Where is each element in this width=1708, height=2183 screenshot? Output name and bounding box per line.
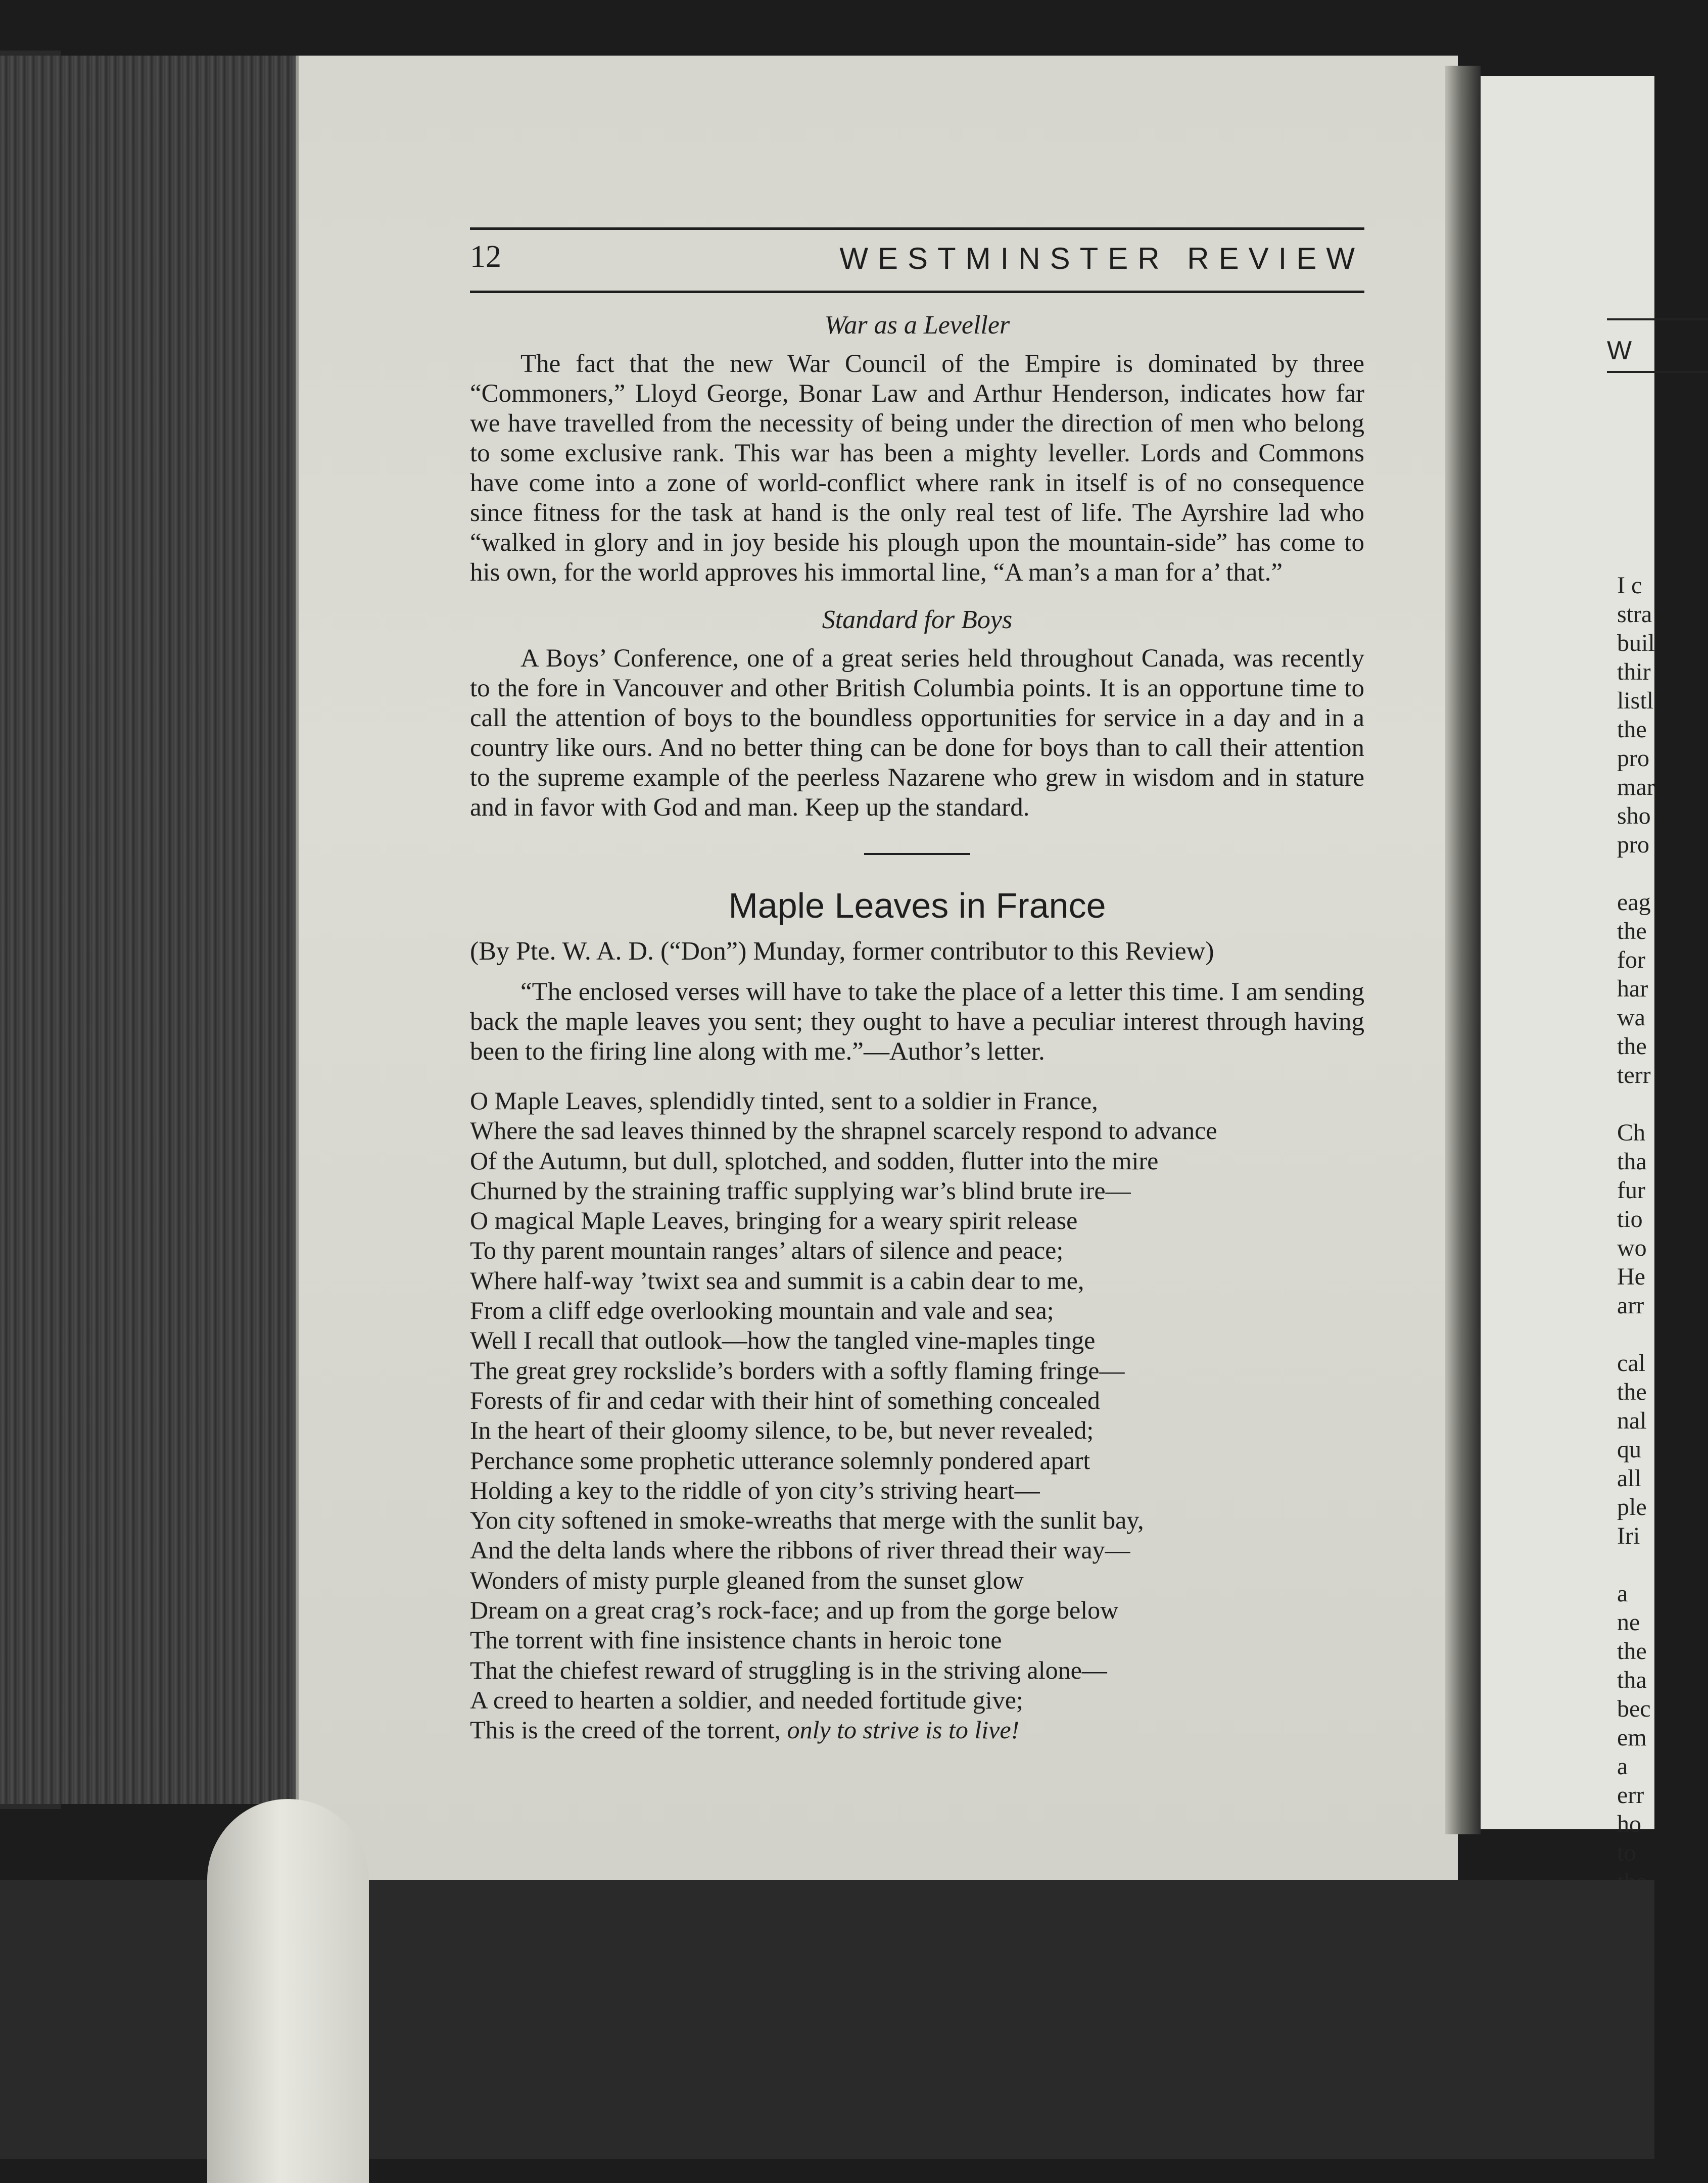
right-page-fragment: the [1617,716,1647,743]
poem [470,1086,1364,1745]
right-page-fragment: a [1617,1753,1628,1780]
page-content [470,217,1364,1849]
poem-line: Forests of fir and cedar with their hint of something concealed [470,1386,1100,1414]
poem-line: To thy parent mountain ranges’ altars of silence and peace; [470,1236,1064,1265]
running-head [470,227,1364,293]
right-page-paragraph-gap [1617,859,1655,888]
right-page-fragment: Iri [1617,1523,1640,1549]
spine-gutter [1445,66,1481,1834]
poem-line: The torrent with fine insistence chants in heroic tone [470,1626,1002,1654]
right-page-fragment: the [1617,1379,1647,1405]
right-page-fragment: pro [1617,745,1649,772]
page-number: 12 [470,240,501,274]
page-edges [0,56,296,1804]
right-page-fragment: ho [1617,1811,1641,1837]
right-page-fragment: buil [1617,630,1655,656]
right-page-fragment: cal [1617,1350,1645,1377]
right-page-fragment: all [1617,1465,1641,1492]
poem-line: Churned by the straining traffic supplying war’s blind brute ire— [470,1176,1131,1205]
section-title-standard-for-boys: Standard for Boys [822,605,1013,634]
right-page-fragment: tio [1617,1206,1643,1232]
article-byline: (By Pte. W. A. D. (“Don”) Munday, former contributor to this Review) [470,937,1214,966]
right-page-fragment: arr [1617,1292,1644,1319]
right-page-paragraph-gap [1617,1089,1655,1118]
section-paragraph-war-as-a-leveller: The fact that the new War Council of the Empire is dominated by three “Commoners,” Lloyd George, Bonar Law and Arthur Henderson, indicates how far we have travelled from the necessity of being under the direction of men who belong to some exclusive rank. This war has been a mighty leveller. Lords and Commons have come into a zone of world-conflict where rank in itself is of no consequence since fitness for the task at hand is the only real test of life. The Ayrshire lad who “walked in glory and in joy beside his plough upon the mountain-side” has come to his own, for the world approves his immortal line, “A man’s a man for a’ that.” [470,350,1364,587]
section-title-war-as-a-leveller: War as a Leveller [824,311,1010,340]
poem-line: And the delta lands where the ribbons of river thread their way— [470,1536,1130,1564]
right-page-fragment: ne [1617,1609,1640,1636]
poem-line: Where the sad leaves thinned by the shrapnel scarcely respond to advance [470,1116,1217,1145]
right-page-running-head: W [1607,318,1708,373]
right-page-fragment: mar [1617,774,1655,800]
right-page-fragment: har [1617,975,1648,1002]
right-page-fragment: terr [1617,1062,1651,1088]
right-page-fragment: Ch [1617,1119,1646,1146]
poem-line: The great grey rockslide’s borders with a softly flaming fringe— [470,1356,1125,1385]
poem-line: O Maple Leaves, splendidly tinted, sent to a soldier in France, [470,1086,1098,1115]
poem-line: Wonders of misty purple gleaned from the sunset glow [470,1565,1024,1594]
bookmark-tab [207,1799,369,2183]
poem-line: In the heart of their gloomy silence, to be, but never revealed; [470,1416,1094,1445]
poem-line: A creed to hearten a soldier, and needed fortitude give; [470,1685,1023,1714]
right-page-fragment: listl [1617,687,1654,714]
poem-line: Dream on a great crag’s rock-face; and up from the gorge below [470,1596,1119,1625]
right-page-fragment: for [1617,946,1645,973]
right-page-fragment: qu [1617,1436,1641,1463]
poem-line: Well I recall that outlook—how the tangled vine-maples tinge [470,1326,1096,1355]
author-letter: “The enclosed verses will have to take the place of a letter this time. I am sending back the maple leaves you sent; they ought to have a peculiar interest through having been to the firing line along with me.”—Author’s letter. [470,978,1364,1066]
right-page-fragment: thir [1617,658,1651,685]
right-page-fragment: He [1617,1263,1645,1290]
right-page-fragment: I c [1617,572,1642,599]
poem-line: Yon city softened in smoke-wreaths that merge with the sunlit bay, [470,1506,1144,1535]
poem-line: Of the Autumn, but dull, splotched, and sodden, flutter into the mire [470,1146,1159,1175]
journal-title: WESTMINSTER REVIEW [839,242,1364,275]
right-page-fragment: err [1617,1782,1644,1809]
right-page-fragment: the [1617,1033,1647,1060]
poem-last-line-start: This is the creed of the torrent, [470,1716,787,1744]
right-page-paragraph-gap [1617,1320,1655,1349]
right-page [1481,76,1655,1866]
poem-line: Holding a key to the riddle of yon city’s striving heart— [470,1476,1040,1504]
section-divider [864,853,970,855]
right-page-text-fragments [1617,571,1655,1982]
poem-line: That the chiefest reward of struggling is in the striving alone— [470,1655,1107,1684]
right-page-fragment: sho [1617,802,1651,829]
article-title: Maple Leaves in France [728,886,1106,925]
right-page-fragment: wa [1617,1004,1645,1031]
right-page-fragment: pro [1617,831,1649,858]
right-page-fragment: em [1617,1724,1647,1751]
poem-line: O magical Maple Leaves, bringing for a weary spirit release [470,1206,1078,1235]
right-page-fragment: ple [1617,1494,1647,1521]
poem-line: From a cliff edge overlooking mountain and vale and sea; [470,1296,1054,1325]
right-page-fragment: stra [1617,601,1652,628]
poem-line: Perchance some prophetic utterance solemnly pondered apart [470,1446,1090,1475]
right-page-fragment: bec [1617,1695,1651,1722]
right-page-fragment: the [1617,918,1647,944]
right-page-paragraph-gap [1617,1550,1655,1579]
right-page-fragment: to [1617,1839,1636,1866]
poem-line: Where half-way ’twixt sea and summit is a cabin dear to me, [470,1266,1084,1295]
right-page-fragment: tha [1617,1148,1647,1175]
poem-last-line [470,1715,1364,1745]
section-paragraph-standard-for-boys: A Boys’ Conference, one of a great series held throughout Canada, was recently to the fore in Vancouver and other British Columbia points. It is an opportune time to call the attention of boys to the boundless opportunities for service in a day and in a country like ours. And no better thing can be done for boys than to call their attention to the supreme example of the peerless Nazarene who grew in wisdom and in stature and in favor with God and man. Keep up the standard. [470,644,1364,822]
right-page-fragment: tha [1617,1667,1647,1693]
right-page-fragment: fur [1617,1177,1645,1204]
right-page-fragment: the [1617,1638,1647,1665]
right-page-fragment: a [1617,1580,1628,1607]
right-page-fragment: eag [1617,889,1651,916]
right-page-fragment: wo [1617,1235,1647,1261]
right-page-fragment: nal [1617,1407,1647,1434]
poem-last-line-emphasis: only to strive is to live! [787,1716,1020,1744]
